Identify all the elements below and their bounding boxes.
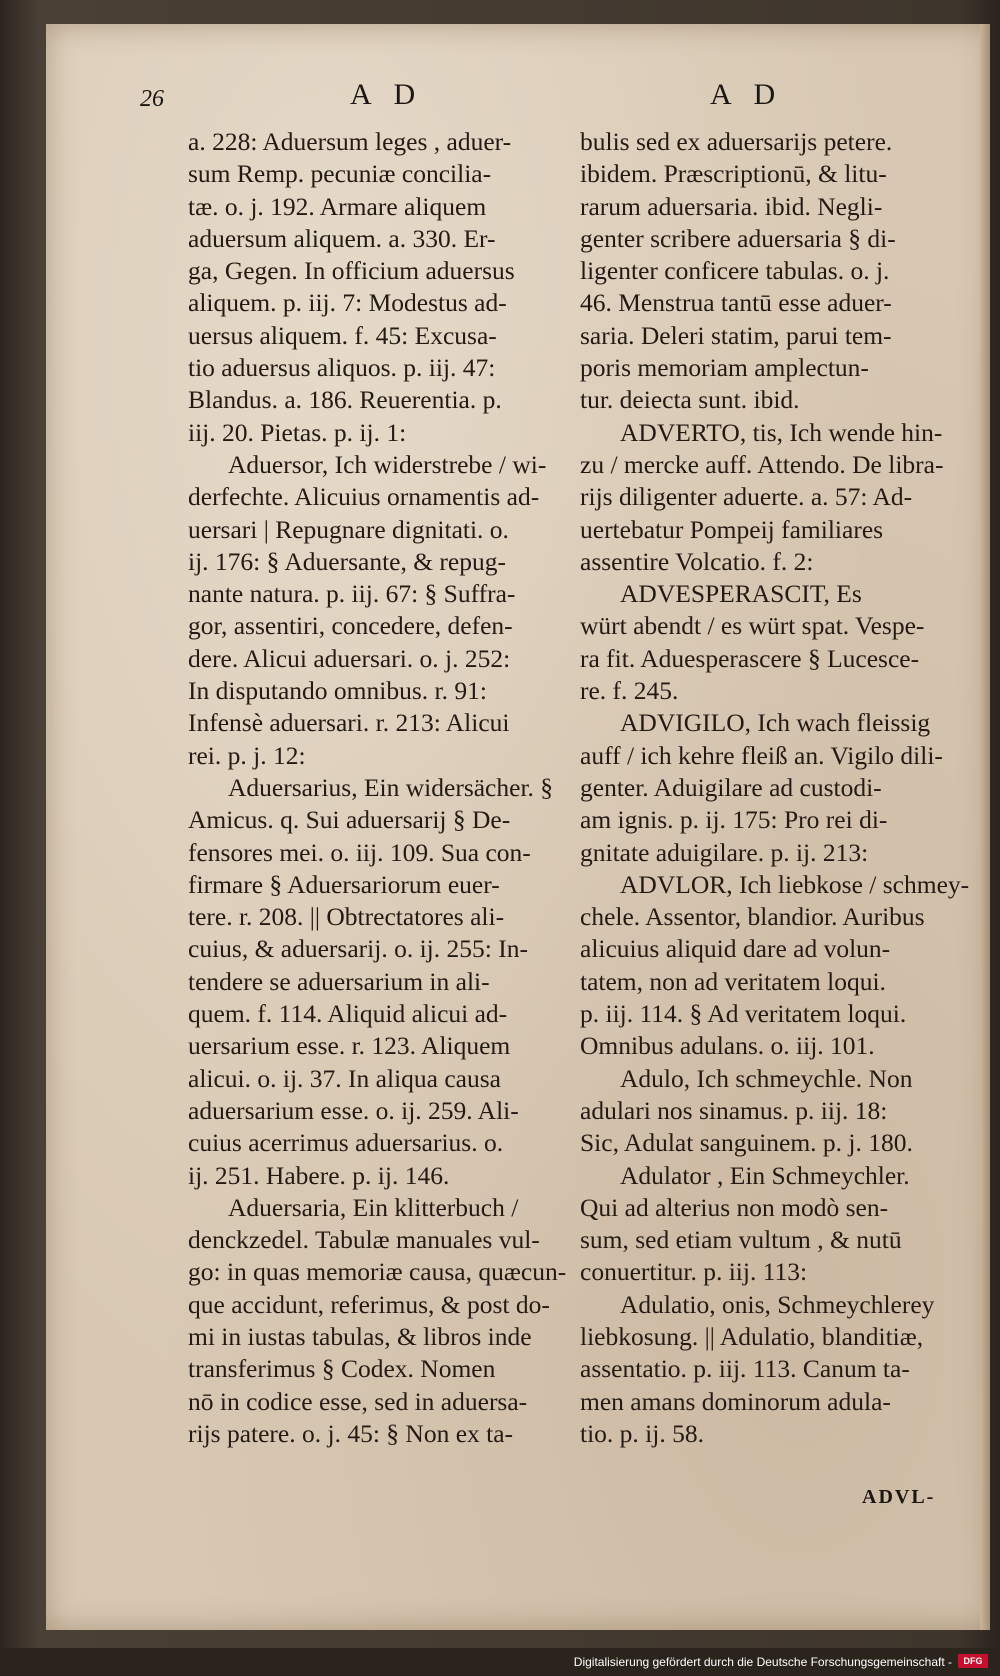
text-line: ra fit. Aduesperascere § Lucesce- (580, 643, 920, 673)
text-line: derfechte. Alicuius ornamentis ad- (188, 482, 540, 512)
left-text-column (188, 126, 567, 1450)
text-line: gnitate aduigilare. p. ij. 213: (580, 837, 869, 867)
text-line: conuertitur. p. iij. 113: (580, 1257, 808, 1287)
text-line: re. f. 245. (580, 676, 679, 706)
right-text-column (580, 126, 970, 1450)
text-line: alicuius aliquid dare ad volun- (580, 934, 891, 964)
text-line: quem. f. 114. Aliquid alicui ad- (188, 999, 508, 1029)
text-line: rijs patere. o. j. 45: § Non ex ta- (188, 1418, 514, 1448)
page-number: 26 (140, 86, 164, 112)
text-line: chele. Assentor, blandior. Auribus (580, 902, 925, 932)
page-header (140, 72, 820, 122)
text-line: Amicus. q. Sui aduersarij § De- (188, 805, 511, 835)
text-line: adulari nos sinamus. p. iij. 18: (580, 1095, 888, 1125)
text-line: tere. r. 208. || Obtrectatores ali- (188, 902, 505, 932)
text-line: ADVLOR, Ich liebkose / schmey- (620, 869, 970, 899)
text-line: Omnibus adulans. o. iij. 101. (580, 1031, 875, 1061)
text-line: p. iij. 114. § Ad veritatem loqui. (580, 999, 907, 1029)
text-line: auff / ich kehre fleiß an. Vigilo dili- (580, 740, 943, 770)
text-line: genter. Aduigilare ad custodi- (580, 772, 882, 802)
text-line: dere. Alicui aduersari. o. j. 252: (188, 643, 511, 673)
text-line: am ignis. p. ij. 175: Pro rei di- (580, 805, 888, 835)
text-line: liebkosung. || Adulatio, blanditiæ, (580, 1321, 924, 1351)
text-line: cuius, & aduersarij. o. ij. 255: In- (188, 934, 528, 964)
text-line: Aduersarius, Ein widersächer. § (228, 772, 554, 802)
text-line: denckzedel. Tabulæ manuales vul- (188, 1225, 540, 1255)
text-line: aduersarium esse. o. ij. 259. Ali- (188, 1095, 519, 1125)
text-line: Aduersor, Ich widerstrebe / wi- (228, 449, 547, 479)
running-head-right: A D (710, 78, 784, 111)
text-line: 46. Menstrua tantū esse aduer- (580, 288, 892, 318)
text-line: ADVESPERASCIT, Es (620, 579, 862, 609)
running-head-left: A D (350, 78, 424, 111)
text-line: assentatio. p. iij. 113. Canum ta- (580, 1354, 910, 1384)
text-line: Sic, Adulat sanguinem. p. j. 180. (580, 1128, 913, 1158)
text-line: a. 228: Aduersum leges , aduer- (188, 127, 512, 156)
text-line: mi in iustas tabulas, & libros inde (188, 1321, 532, 1351)
text-line: uersari | Repugnare dignitati. o. (188, 514, 509, 544)
text-line: rijs diligenter aduerte. a. 57: Ad- (580, 482, 913, 512)
text-line: ibidem. Præscriptionū, & litu- (580, 159, 887, 189)
text-line: sum, sed etiam vultum , & nutū (580, 1225, 902, 1255)
text-line: assentire Volcatio. f. 2: (580, 546, 814, 576)
text-line: uersus aliquem. f. 45: Excusa- (188, 320, 497, 350)
text-line: Adulatio, onis, Schmeychlerey (620, 1289, 935, 1319)
text-line: Qui ad alterius non modò sen- (580, 1192, 889, 1222)
text-line: nante natura. p. iij. 67: § Suffra- (188, 579, 516, 609)
text-line: transferimus § Codex. Nomen (188, 1354, 496, 1384)
text-line: bulis sed ex aduersarijs petere. (580, 127, 893, 156)
text-line: zu / mercke auff. Attendo. De libra- (580, 449, 944, 479)
text-line: saria. Deleri statim, parui tem- (580, 320, 892, 350)
text-line: Adulo, Ich schmeychle. Non (620, 1063, 913, 1093)
text-line: ligenter conficere tabulas. o. j. (580, 256, 890, 286)
text-line: In disputando omnibus. r. 91: (188, 676, 487, 706)
text-line: alicui. o. ij. 37. In aliqua causa (188, 1063, 501, 1093)
text-line: Infensè aduersari. r. 213: Alicui (188, 708, 510, 738)
text-line: Blandus. a. 186. Reuerentia. p. (188, 385, 502, 415)
text-line: sum Remp. pecuniæ concilia- (188, 159, 492, 189)
text-line: aduersum aliquem. a. 330. Er- (188, 223, 496, 253)
text-line: ij. 176: § Aduersante, & repug- (188, 546, 506, 576)
text-line: go: in quas memoriæ causa, quæcun- (188, 1257, 567, 1287)
text-line: gor, assentiri, concedere, defen- (188, 611, 513, 641)
text-line: tatem, non ad veritatem loqui. (580, 966, 886, 996)
text-line: genter scribere aduersaria § di- (580, 223, 896, 253)
text-line: uersarium esse. r. 123. Aliquem (188, 1031, 511, 1061)
dfg-logo: DFG (958, 1654, 988, 1668)
text-line: ADVERTO, tis, Ich wende hin- (620, 417, 943, 447)
text-line: ij. 251. Habere. p. ij. 146. (188, 1160, 450, 1190)
text-line: nō in codice esse, sed in aduersa- (188, 1386, 528, 1416)
text-line: rei. p. j. 12: (188, 740, 306, 770)
text-line: poris memoriam amplectun- (580, 353, 869, 383)
text-line: ga, Gegen. In officium aduersus (188, 256, 515, 286)
text-line: tur. deiecta sunt. ibid. (580, 385, 800, 415)
text-line: men amans dominorum adula- (580, 1386, 891, 1416)
digitization-note: Digitalisierung gefördert durch die Deutsche Forschungsgemeinschaft - (573, 1655, 952, 1669)
page-edge (980, 24, 990, 1630)
text-line: tio aduersus aliquos. p. iij. 47: (188, 353, 496, 383)
text-line: Adulator , Ein Schmeychler. (620, 1160, 910, 1190)
text-line: aliquem. p. iij. 7: Modestus ad- (188, 288, 507, 318)
text-line: que accidunt, referimus, & post do- (188, 1289, 550, 1319)
text-line: tæ. o. j. 192. Armare aliquem (188, 191, 487, 221)
text-line: fensores mei. o. iij. 109. Sua con- (188, 837, 531, 867)
text-line: rarum aduersaria. ibid. Negli- (580, 191, 883, 221)
text-line: tendere se aduersarium in ali- (188, 966, 490, 996)
text-line: uertebatur Pompeij familiares (580, 514, 884, 544)
text-line: Aduersaria, Ein klitterbuch / (228, 1192, 519, 1222)
text-line: firmare § Aduersariorum euer- (188, 869, 500, 899)
text-line: würt abendt / es würt spat. Vespe- (580, 611, 925, 641)
text-line: ADVIGILO, Ich wach fleissig (620, 708, 931, 738)
footer-bar (0, 1648, 1000, 1676)
catchword: ADVL- (862, 1486, 936, 1508)
text-line: tio. p. ij. 58. (580, 1418, 704, 1448)
text-line: cuius acerrimus aduersarius. o. (188, 1128, 504, 1158)
text-line: iij. 20. Pietas. p. ij. 1: (188, 417, 407, 447)
